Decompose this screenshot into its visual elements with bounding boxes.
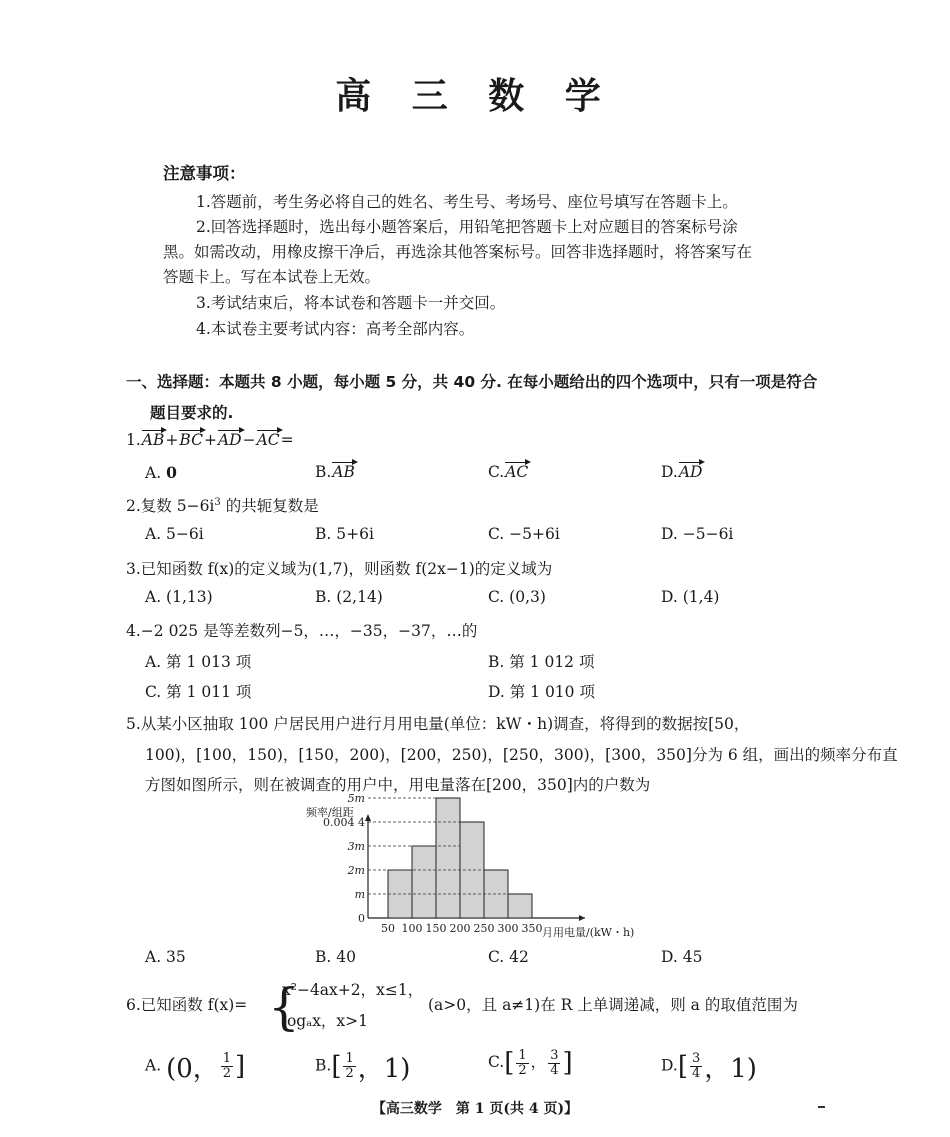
q5-option-d[interactable]: D. 45 <box>661 948 703 966</box>
x-axis-label: 月用电量/(kW・h) <box>542 926 635 939</box>
question-number: 1. <box>126 431 141 449</box>
section-heading: 一、选择题：本题共 8 小题，每小题 5 分，共 40 分. 在每小题给出的四个选项中，只有一项是符合 <box>126 373 818 391</box>
fraction: $\frac{3}{4}$ <box>550 1047 559 1078</box>
operator: − <box>242 431 256 449</box>
notice-line-3: 黑。如需改动，用橡皮擦干净后，再选涂其他答案标号。回答非选择题时，将答案写在 <box>163 243 753 261</box>
piecewise-case-1: x²−4ax+2，x≤1， <box>282 981 424 999</box>
question-6-prefix: 6.已知函数 f(x)= <box>126 996 248 1014</box>
vector-ad: AD <box>217 431 242 449</box>
piecewise-brace: { <box>268 978 300 1036</box>
q6-option-c[interactable]: C.[ $\frac{1}{2}$ ， $\frac{3}{4}$ ] <box>488 1047 573 1078</box>
q5-option-c[interactable]: C. 42 <box>488 948 529 966</box>
q3-option-c[interactable]: C. (0,3) <box>488 588 546 606</box>
page-title: 高 三 数 学 <box>335 76 615 117</box>
exponent: 3 <box>214 496 221 508</box>
q4-option-a[interactable]: A. 第 1 013 项 <box>145 653 252 671</box>
question-3-stem: 3.已知函数 f(x)的定义域为(1,7)，则函数 f(2x−1)的定义域为 <box>126 560 553 578</box>
vector-ac: AC <box>256 431 280 449</box>
question-2-stem: 2.复数 $5-6i^3$ 的共轭复数是 <box>126 496 319 515</box>
q1-option-c[interactable]: C.AC <box>488 463 529 481</box>
page-mark <box>818 1106 825 1108</box>
vector-ac: AC <box>505 463 529 481</box>
y-tick-label: 5m <box>347 792 365 805</box>
zero-vector: 0 <box>166 463 177 482</box>
x-tick-label: 100 <box>401 922 423 935</box>
q1-option-b[interactable]: B.AB <box>315 463 355 481</box>
y-tick-label: 2m <box>347 864 365 877</box>
q2-option-a[interactable]: A. 5−6i <box>145 525 204 543</box>
q6-option-b[interactable]: B.[ $\frac{1}{2}$ ，1) <box>315 1051 411 1084</box>
question-4-stem: 4.−2 025 是等差数列−5，…，−35，−37，…的 <box>126 622 478 640</box>
operator: + <box>203 431 217 449</box>
x-tick-label: 350 <box>521 922 543 935</box>
histogram-bar-[300,350] <box>508 894 532 918</box>
vector-ad: AD <box>678 463 703 481</box>
y-tick-label: 3m <box>347 840 365 853</box>
q3-option-b[interactable]: B. (2,14) <box>315 588 383 606</box>
x-tick-label: 200 <box>449 922 471 935</box>
fraction: $\frac{3}{4}$ <box>691 1051 701 1081</box>
histogram-bar-[150,200) <box>436 798 460 918</box>
histogram-plot <box>323 792 585 935</box>
fraction: $\frac{1}{2}$ <box>222 1051 232 1081</box>
frequency-histogram <box>300 792 660 942</box>
operator: = <box>280 431 294 449</box>
q2-option-c[interactable]: C. −5+6i <box>488 525 560 543</box>
histogram-bar-[100,150) <box>412 846 436 918</box>
q5-option-a[interactable]: A. 35 <box>145 948 186 966</box>
notice-line-1: 1.答题前，考生务必将自己的姓名、考生号、考场号、座位号填写在答题卡上。 <box>196 193 738 211</box>
x-tick-label: 150 <box>425 922 447 935</box>
notice-line-4: 答题卡上。写在本试卷上无效。 <box>163 268 381 286</box>
x-tick-label: 300 <box>497 922 519 935</box>
question-1-stem <box>126 431 294 449</box>
y-tick-label: 0.004 4 <box>323 816 365 829</box>
notice-line-2: 2.回答选择题时，选出每小题答案后，用铅笔把答题卡上对应题目的答案标号涂 <box>196 218 738 236</box>
q6-option-a[interactable]: A. (0， $\frac{1}{2}$ ] <box>145 1051 246 1084</box>
x-axis-arrow <box>579 915 585 921</box>
q5-option-b[interactable]: B. 40 <box>315 948 356 966</box>
q1-option-a[interactable]: A. 0 <box>145 463 177 482</box>
q1-option-d[interactable]: D.AD <box>661 463 703 481</box>
q6-option-d[interactable]: D.[ $\frac{3}{4}$ ，1) <box>661 1051 757 1084</box>
y-tick-label: 0 <box>358 912 365 925</box>
operator: + <box>165 431 179 449</box>
section-heading-cont: 题目要求的. <box>150 404 234 422</box>
y-tick-label: m <box>354 888 365 901</box>
y-axis-label: 频率/组距 <box>306 806 354 819</box>
question-5-line-1: 5.从某小区抽取 100 户居民用户进行月用电量(单位：kW・h)调查，将得到的数据按[50， <box>126 715 750 733</box>
vector-ab: AB <box>332 463 355 481</box>
q2-option-d[interactable]: D. −5−6i <box>661 525 734 543</box>
y-axis-arrow <box>365 814 371 821</box>
q4-option-c[interactable]: C. 第 1 011 项 <box>145 683 252 701</box>
vector-bc: BC <box>179 431 203 449</box>
question-6-suffix: (a>0，且 a≠1)在 R 上单调递减，则 a 的取值范围为 <box>428 996 798 1014</box>
fraction: $\frac{1}{2}$ <box>345 1051 354 1081</box>
q3-option-a[interactable]: A. (1,13) <box>145 588 213 606</box>
fraction: $\frac{1}{2}$ <box>518 1047 527 1078</box>
x-tick-label: 50 <box>381 922 395 935</box>
vector-ab: AB <box>141 431 165 449</box>
q4-option-b[interactable]: B. 第 1 012 项 <box>488 653 595 671</box>
question-5-line-2: 100)，[100，150)，[150，200)，[200，250)，[250，300)，[300，350]分为 6 组，画出的频率分布直 <box>145 746 898 764</box>
q3-option-d[interactable]: D. (1,4) <box>661 588 720 606</box>
x-tick-label: 250 <box>473 922 495 935</box>
piecewise-case-2: logₐx，x>1 <box>282 1012 369 1030</box>
q2-option-b[interactable]: B. 5+6i <box>315 525 374 543</box>
notice-line-6: 4.本试卷主要考试内容：高考全部内容。 <box>196 320 475 338</box>
notice-heading: 注意事项： <box>163 164 246 183</box>
page-footer: 【高三数学 第 1 页(共 4 页)】 <box>371 1101 579 1117</box>
question-5-line-3: 方图如图所示，则在被调查的用户中，用电量落在[200，350]内的户数为 <box>145 776 651 794</box>
q4-option-d[interactable]: D. 第 1 010 项 <box>488 683 595 701</box>
notice-line-5: 3.考试结束后，将本试卷和答题卡一并交回。 <box>196 294 506 312</box>
